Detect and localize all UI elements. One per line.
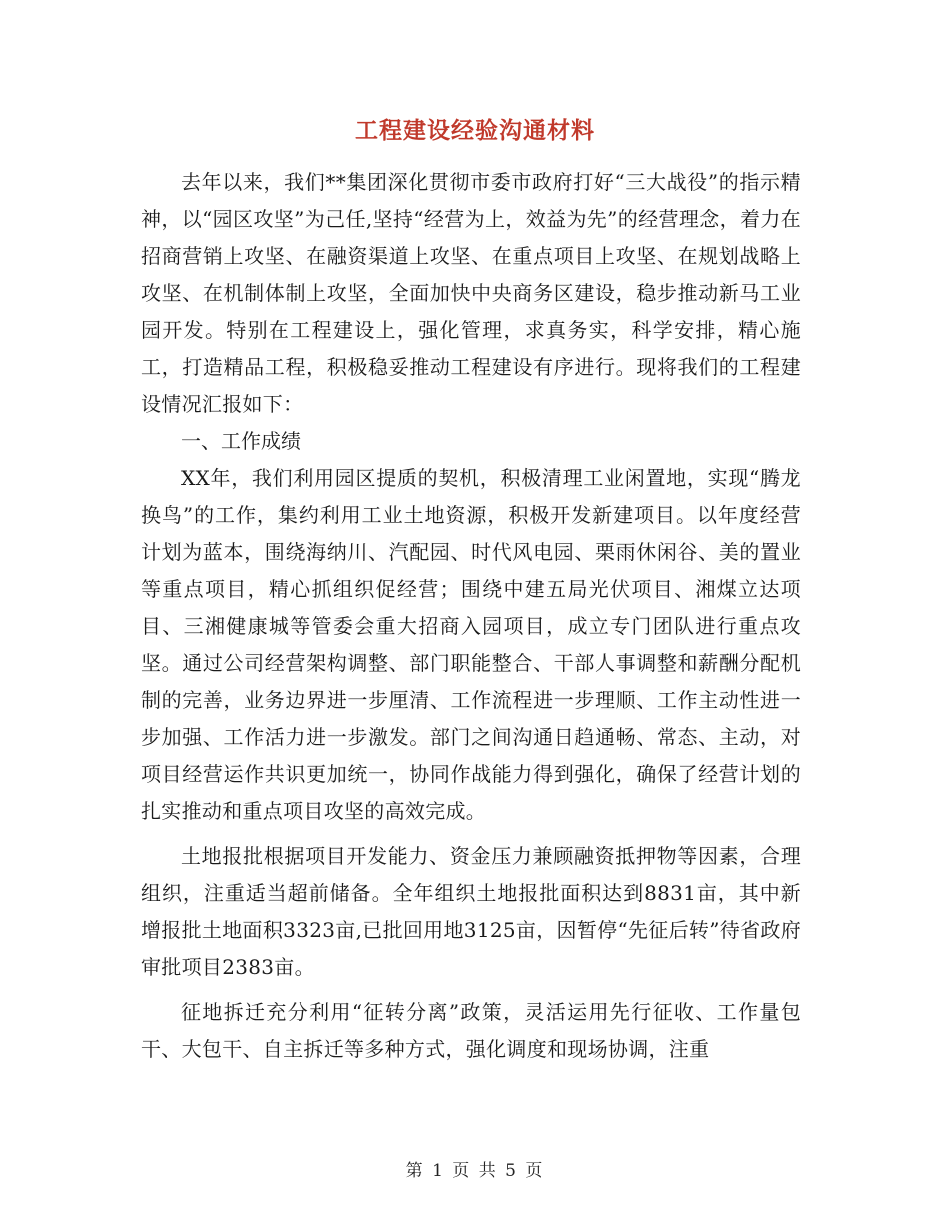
- section-heading: 一、工作成绩: [181, 429, 301, 453]
- land-acquisition-paragraph: 征地拆迁充分利用“征转分离”政策，灵活运用先行征收、工作量包干、大包干、自主拆迁等多种方式，强化调度和现场协调，注重: [141, 1000, 801, 1061]
- intro-paragraph: 去年以来，我们**集团深化贯彻市委市政府打好“三大战役”的指示精神，以“园区攻坚”为己任,坚持“经营为上，效益为先”的经营理念，着力在招商营销上攻坚、在融资渠道上攻坚、在重点项目上攻坚、在规划战略上攻坚、在机制体制上攻坚，全面加快中央商务区建设，稳步推动新马工业园开发。特别在工程建设上，强化管理，求真务实，科学安排，精心施工，打造精品工程，积极稳妥推动工程建设有序进行。现将我们的工程建设情况汇报如下：: [141, 170, 801, 416]
- achievements-paragraph: XX年，我们利用园区提质的契机，积极清理工业闲置地，实现“腾龙换鸟”的工作，集约利用工业土地资源，积极开发新建项目。以年度经营计划为蓝本，围绕海纳川、汽配园、时代风电园、栗雨休闲谷、美的置业等重点项目，精心抓组织促经营；围绕中建五局光伏项目、湘煤立达项目、三湘健康城等管委会重大招商入园项目，成立专门团队进行重点攻坚。通过公司经营架构调整、部门职能整合、干部人事调整和薪酬分配机制的完善，业务边界进一步厘清、工作流程进一步理顺、工作主动性进一步加强、工作活力进一步激发。部门之间沟通日趋通畅、常态、主动，对项目经营运作共识更加统一，协同作战能力得到强化，确保了经营计划的扎实推动和重点项目攻坚的高效完成。: [141, 466, 801, 823]
- land-approval-paragraph: 土地报批根据项目开发能力、资金压力兼顾融资抵押物等因素，合理组织，注重适当超前储备。全年组织土地报批面积达到8831亩，其中新增报批土地面积3323亩,已批回用地3125亩，因暂停“先征后转”待省政府审批项目2383亩。: [141, 844, 801, 979]
- document-title: 工程建设经验沟通材料: [355, 117, 595, 144]
- page-number-footer: 第 1 页 共 5 页: [405, 1161, 545, 1181]
- document-body: [141, 164, 801, 1068]
